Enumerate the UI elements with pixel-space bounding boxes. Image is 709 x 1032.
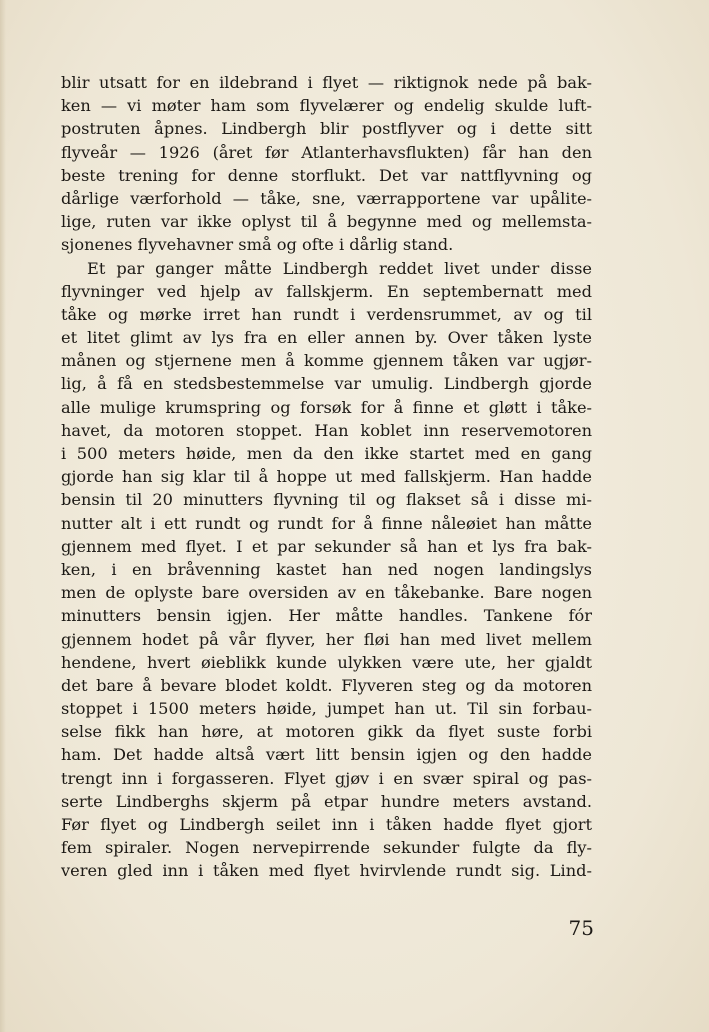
text-line: stoppet i 1500 meters høide, jumpet han ut. Til sin forbau-: [61, 699, 592, 719]
text-line: flyveår — 1926 (året før Atlanterhavsflukten) får han den: [61, 142, 592, 162]
text-line: lig, å få en stedsbestemmelse var umulig. Lindbergh gjorde: [61, 374, 592, 394]
text-line: fem spiraler. Nogen nervepirrende sekunder fulgte da fly-: [61, 838, 592, 858]
text-line: i 500 meters høide, men da den ikke startet med en gang: [61, 444, 592, 463]
text-line: tåke og mørke irret han rundt i verdensrummet, av og til: [61, 304, 592, 324]
text-line: flyvninger ved hjelp av fallskjerm. En septembernatt med: [61, 281, 592, 301]
text-line: månen og stjernene men å komme gjennem tåken var ugjør-: [61, 351, 592, 371]
text-line: minutters bensin igjen. Her måtte handles. Tankene fór: [61, 606, 592, 626]
text-line: havet, da motoren stoppet. Han koblet inn reservemotoren: [61, 420, 592, 440]
text-line: ken, i en bråvenning kastet han ned nogen landingslys: [61, 559, 592, 579]
text-line: det bare å bevare blodet koldt. Flyveren steg og da motoren: [61, 675, 592, 695]
text-line: nutter alt i ett rundt og rundt for å finne nåleøiet han måtte: [61, 513, 592, 533]
text-line: ham. Det hadde altså vært litt bensin igjen og den hadde: [61, 745, 592, 765]
text-line: ken — vi møter ham som flyvelærer og endelig skulde luft-: [61, 96, 592, 116]
text-line: veren gled inn i tåken med flyet hvirvlende rundt sig. Lind-: [61, 861, 592, 881]
text-line: trengt inn i forgasseren. Flyet gjøv i en svær spiral og pas-: [61, 768, 592, 788]
body-text: [61, 71, 592, 883]
text-line: beste trening for denne storflukt. Det var nattflyvning og: [61, 165, 592, 185]
text-line: alle mulige krumspring og forsøk for å finne et gløtt i tåke-: [61, 397, 592, 417]
page-edge-shadow: [0, 0, 6, 1032]
text-line: bensin til 20 minutters flyvning til og flakset så i disse mi-: [61, 490, 592, 510]
text-line: gjorde han sig klar til å hoppe ut med fallskjerm. Han hadde: [61, 467, 592, 487]
text-line: dårlige værforhold — tåke, sne, værrapportene var upålite-: [61, 188, 592, 208]
text-line: Et par ganger måtte Lindbergh reddet livet under disse: [87, 258, 592, 278]
text-line: hendene, hvert øieblikk kunde ulykken være ute, her gjaldt: [61, 652, 592, 672]
text-line: gjennem hodet på vår flyver, her fløi han med livet mellem: [61, 629, 592, 649]
text-line: men de oplyste bare oversiden av en tåkebanke. Bare nogen: [61, 583, 592, 603]
text-line: Før flyet og Lindbergh seilet inn i tåken hadde flyet gjort: [61, 815, 592, 834]
text-line: lige, ruten var ikke oplyst til å begynne med og mellemsta-: [61, 212, 592, 232]
text-line: gjennem med flyet. I et par sekunder så han et lys fra bak-: [61, 536, 592, 556]
page-number: 75: [568, 916, 594, 940]
text-line: sjonenes flyvehavner små og ofte i dårlig stand.: [61, 235, 454, 255]
text-line: blir utsatt for en ildebrand i flyet — riktignok nede på bak-: [61, 73, 592, 92]
text-line: et litet glimt av lys fra en eller annen by. Over tåken lyste: [61, 328, 592, 348]
text-line: serte Lindberghs skjerm på etpar hundre meters avstand.: [61, 791, 592, 811]
text-line: postruten åpnes. Lindbergh blir postflyver og i dette sitt: [61, 119, 592, 139]
text-line: selse fikk han høre, at motoren gikk da flyet suste forbi: [61, 722, 592, 742]
